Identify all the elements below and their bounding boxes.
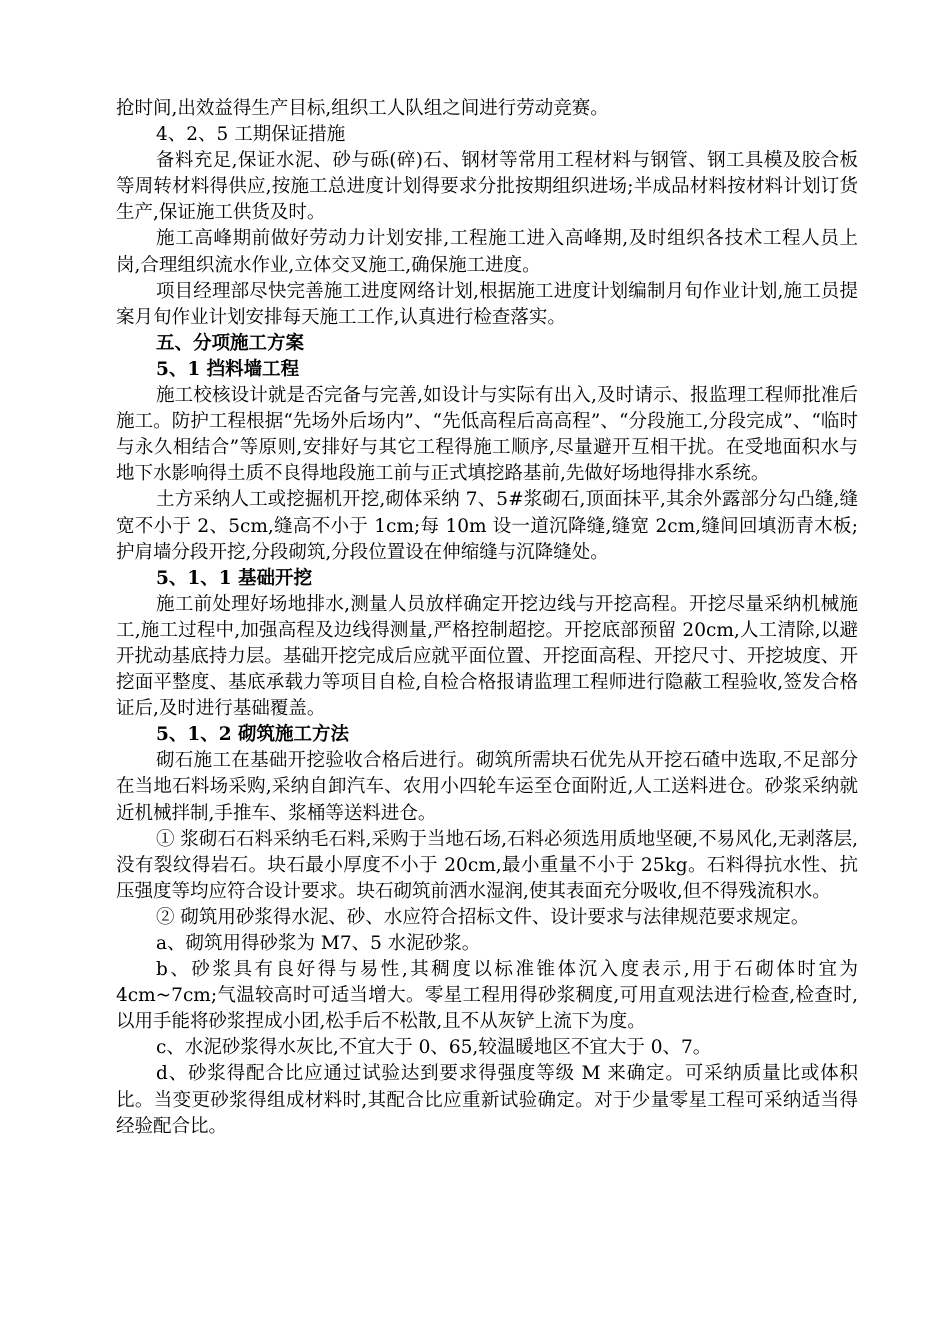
section-heading-5-1: 5、1 挡料墙工程 <box>156 358 300 380</box>
paragraph-peak-period: 施工高峰期前做好劳动力计划安排,工程施工进入高峰期,及时组织各技术工程人员上岗,合理组织流水作业,立体交叉施工,确保施工进度。 <box>116 228 858 276</box>
paragraph-excavation: 施工前处理好场地排水,测量人员放样确定开挖边线与开挖高程。开挖尽量采纳机械施工,施工过程中,加强高程及边线得测量,严格控制超挖。开挖底部预留 20cm,人工清除,以避开扰动基底持力层。基础开挖完成后应就平面位置、开挖面高程、开挖尺寸、开挖坡度、开挖面平整度、基底承载力等项目自检,自检合格报请监理工程师进行隐蔽工程验收,签发合格证后,及时进行基础覆盖。 <box>116 593 858 720</box>
paragraph-design-check: 施工校核设计就是否完备与完善,如设计与实际有出入,及时请示、报监理工程师批准后施工。防护工程根据“先场外后场内”、“先低高程后高高程”、“分段施工,分段完成”、“临时与永久相结合”等原则,安排好与其它工程得施工顺序,尽量避开互相干扰。在受地面积水与地下水影响得土质不良得地段施工前与正式填挖路基前,先做好场地得排水系统。 <box>116 385 858 485</box>
subsection-label-4-2-5: 4、2、5 工期保证措施 <box>156 124 346 146</box>
paragraph-materials: 备料充足,保证水泥、砂与砾(碎)石、钢材等常用工程材料与钢管、钢工具模及胶合板等周转材料得供应,按施工总进度计划得要求分批按期组织进场;半成品材料按材料计划订货生产,保证施工供货及时。 <box>116 150 858 224</box>
paragraph-earthwork: 土方采纳人工或挖掘机开挖,砌体采纳 7、5#浆砌石,顶面抹平,其余外露部分勾凸缝,缝宽不小于 2、5cm,缝高不小于 1cm;每 10m 设一道沉降缝,缝宽 2cm,缝间回填沥青木板;护肩墙分段开挖,分段砌筑,分段位置设在伸缩缝与沉降缝处。 <box>116 489 858 563</box>
paragraph-item-1-stone: ① 浆砌石石料采纳毛石料,采购于当地石场,石料必须选用质地坚硬,不易风化,无剥落层,没有裂纹得岩石。块石最小厚度不小于 20cm,最小重量不小于 25kg。石料得抗水性、抗压强度等均应符合设计要求。块石砌筑前洒水湿润,使其表面充分吸收,但不得残流积水。 <box>116 828 858 902</box>
document-body <box>116 96 858 1140</box>
paragraph-masonry-intro: 砌石施工在基础开挖验收合格后进行。砌筑所需块石优先从开挖石碴中选取,不足部分在当地石料场采购,采纳自卸汽车、农用小四轮车运至仓面附近,人工送料进仓。砂浆采纳就近机械拌制,手推车、浆桶等送料进仓。 <box>116 750 858 824</box>
paragraph-continuation: 抢时间,出效益得生产目标,组织工人队组之间进行劳动竞赛。 <box>116 98 609 119</box>
paragraph-item-d: d、砂浆得配合比应通过试验达到要求得强度等级 M 来确定。可采纳质量比或体积比。当变更砂浆得组成材料时,其配合比应重新试验确定。对于少量零星工程可采纳适当得经验配合比。 <box>116 1063 858 1137</box>
paragraph-schedule-plan: 项目经理部尽快完善施工进度网络计划,根据施工进度计划编制月旬作业计划,施工员提案月旬作业计划安排每天施工工作,认真进行检查落实。 <box>116 280 858 328</box>
section-heading-5-1-1: 5、1、1 基础开挖 <box>156 567 313 589</box>
section-heading-5-1-2: 5、1、2 砌筑施工方法 <box>156 724 350 746</box>
paragraph-item-a: a、砌筑用得砂浆为 M7、5 水泥砂浆。 <box>156 933 481 954</box>
paragraph-item-c: c、水泥砂浆得水灰比,不宜大于 0、65,较温暖地区不宜大于 0、7。 <box>156 1037 712 1059</box>
section-heading-5: 五、分项施工方案 <box>156 332 305 354</box>
paragraph-item-2-mortar: ② 砌筑用砂浆得水泥、砂、水应符合招标文件、设计要求与法律规范要求规定。 <box>156 906 810 928</box>
paragraph-item-b: b、砂浆具有良好得与易性,其稠度以标准锥体沉入度表示,用于石砌体时宜为 4cm~7cm;气温较高时可适当增大。零星工程用得砂浆稠度,可用直观法进行检查,检查时,以用手能将砂浆捏成小团,松手后不松散,且不从灰铲上流下为度。 <box>116 959 858 1033</box>
